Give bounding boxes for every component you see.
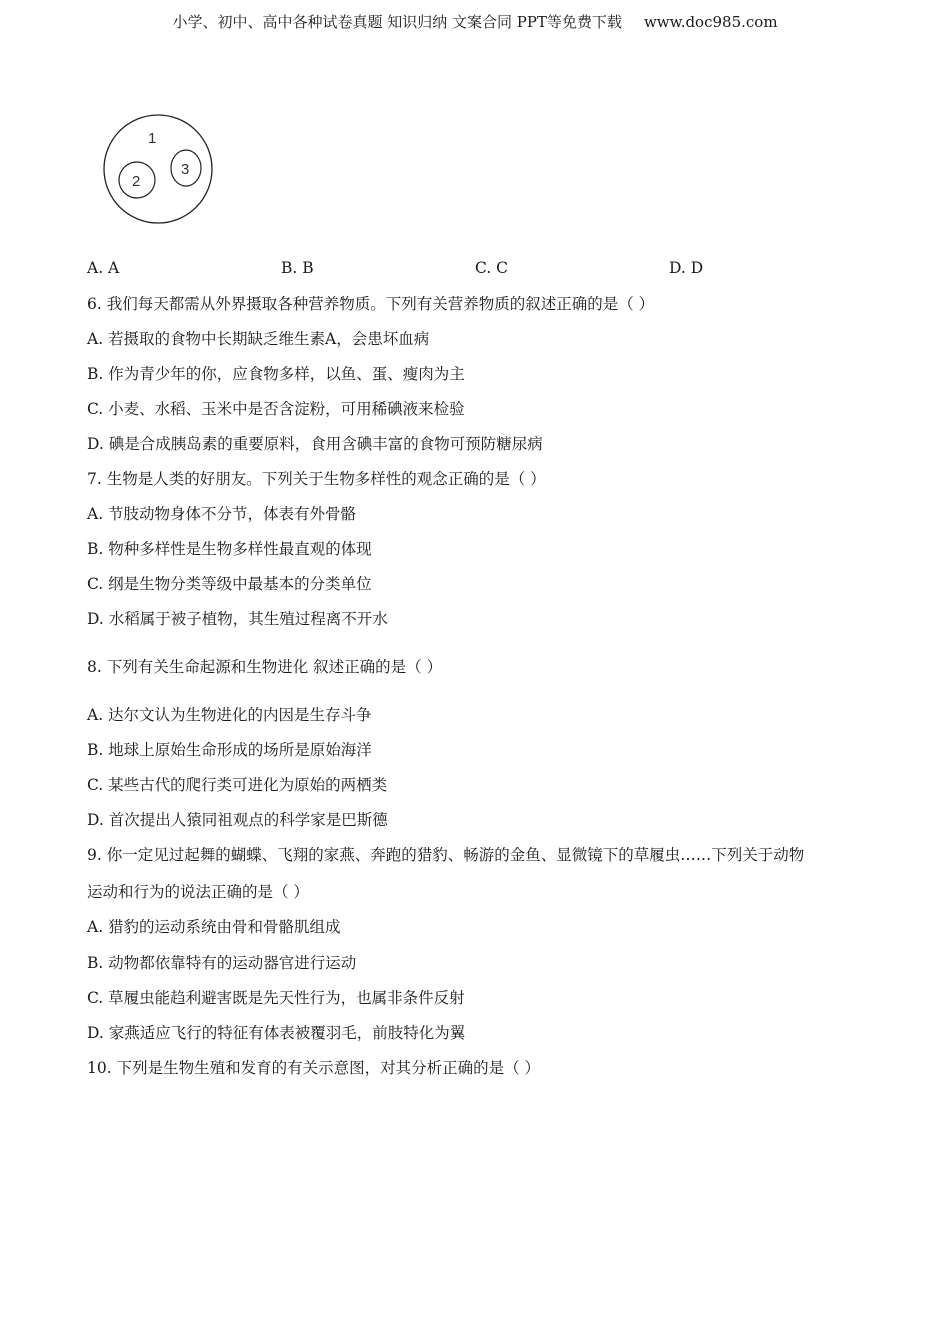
label-2: 2 (132, 173, 141, 190)
q7-option-b: B. 物种多样性是生物多样性最直观的体现 (87, 540, 372, 558)
q7-option-d: D. 水稻属于被子植物，其生殖过程离不开水 (87, 610, 388, 628)
q7-option-c: C. 纲是生物分类等级中最基本的分类单位 (87, 575, 372, 593)
header-site: www.doc985.com (643, 13, 778, 31)
q8-option-d: D. 首次提出人猿同祖观点的科学家是巴斯德 (87, 811, 388, 829)
q9-stem: 9. 你一定见过起舞的蝴蝶、飞翔的家燕、奔跑的猎豹、畅游的金鱼、显微镜下的草履虫……下列关于动物 (87, 846, 805, 864)
header-text: 小学、初中、高中各种试卷真题 知识归纳 文案合同 PPT等免费下载 (172, 13, 622, 31)
q5-option-b: B. B (281, 259, 314, 277)
q10-stem: 10. 下列是生物生殖和发育的有关示意图，对其分析正确的是（ ） (87, 1059, 541, 1077)
q8-option-c: C. 某些古代的爬行类可进化为原始的两栖类 (87, 776, 388, 794)
q8-option-b: B. 地球上原始生命形成的场所是原始海洋 (87, 741, 372, 759)
q7-option-a: A. 节肢动物身体不分节，体表有外骨骼 (87, 505, 357, 523)
q9-option-c: C. 草履虫能趋利避害既是先天性行为，也属非条件反射 (87, 989, 465, 1007)
q9-option-a: A. 猎豹的运动系统由骨和骨骼肌组成 (87, 918, 341, 936)
q5-options (87, 259, 887, 279)
q5-option-c: C. C (475, 259, 509, 277)
q8-stem: 8. 下列有关生命起源和生物进化 叙述正确的是（ ） (87, 658, 443, 676)
q9-option-b: B. 动物都依靠特有的运动器官进行运动 (87, 954, 357, 972)
q5-option-a: A. A (87, 259, 120, 277)
q6-option-a: A. 若摄取的食物中长期缺乏维生素A，会患坏血病 (87, 330, 430, 348)
q6-option-c: C. 小麦、水稻、玉米中是否含淀粉，可用稀碘液来检验 (87, 400, 465, 418)
label-3: 3 (181, 161, 190, 178)
q6-option-b: B. 作为青少年的你，应食物多样，以鱼、蛋、瘦肉为主 (87, 365, 465, 383)
q5-option-d: D. D (669, 259, 704, 277)
q6-stem: 6. 我们每天都需从外界摄取各种营养物质。下列有关营养物质的叙述正确的是（ ） (87, 295, 655, 313)
label-1: 1 (148, 130, 157, 147)
q8-option-a: A. 达尔文认为生物进化的内因是生存斗争 (87, 706, 372, 724)
q7-stem: 7. 生物是人类的好朋友。下列关于生物多样性的观念正确的是（ ） (87, 470, 546, 488)
circle-diagram (100, 110, 216, 228)
q9-stem-cont: 运动和行为的说法正确的是（ ） (87, 883, 309, 901)
page-header (0, 11, 950, 32)
outer-circle (104, 115, 212, 223)
q6-option-d: D. 碘是合成胰岛素的重要原料，食用含碘丰富的食物可预防糖尿病 (87, 435, 543, 453)
circle-diagram-svg (100, 110, 216, 228)
q9-option-d: D. 家燕适应飞行的特征有体表被覆羽毛，前肢特化为翼 (87, 1024, 466, 1042)
